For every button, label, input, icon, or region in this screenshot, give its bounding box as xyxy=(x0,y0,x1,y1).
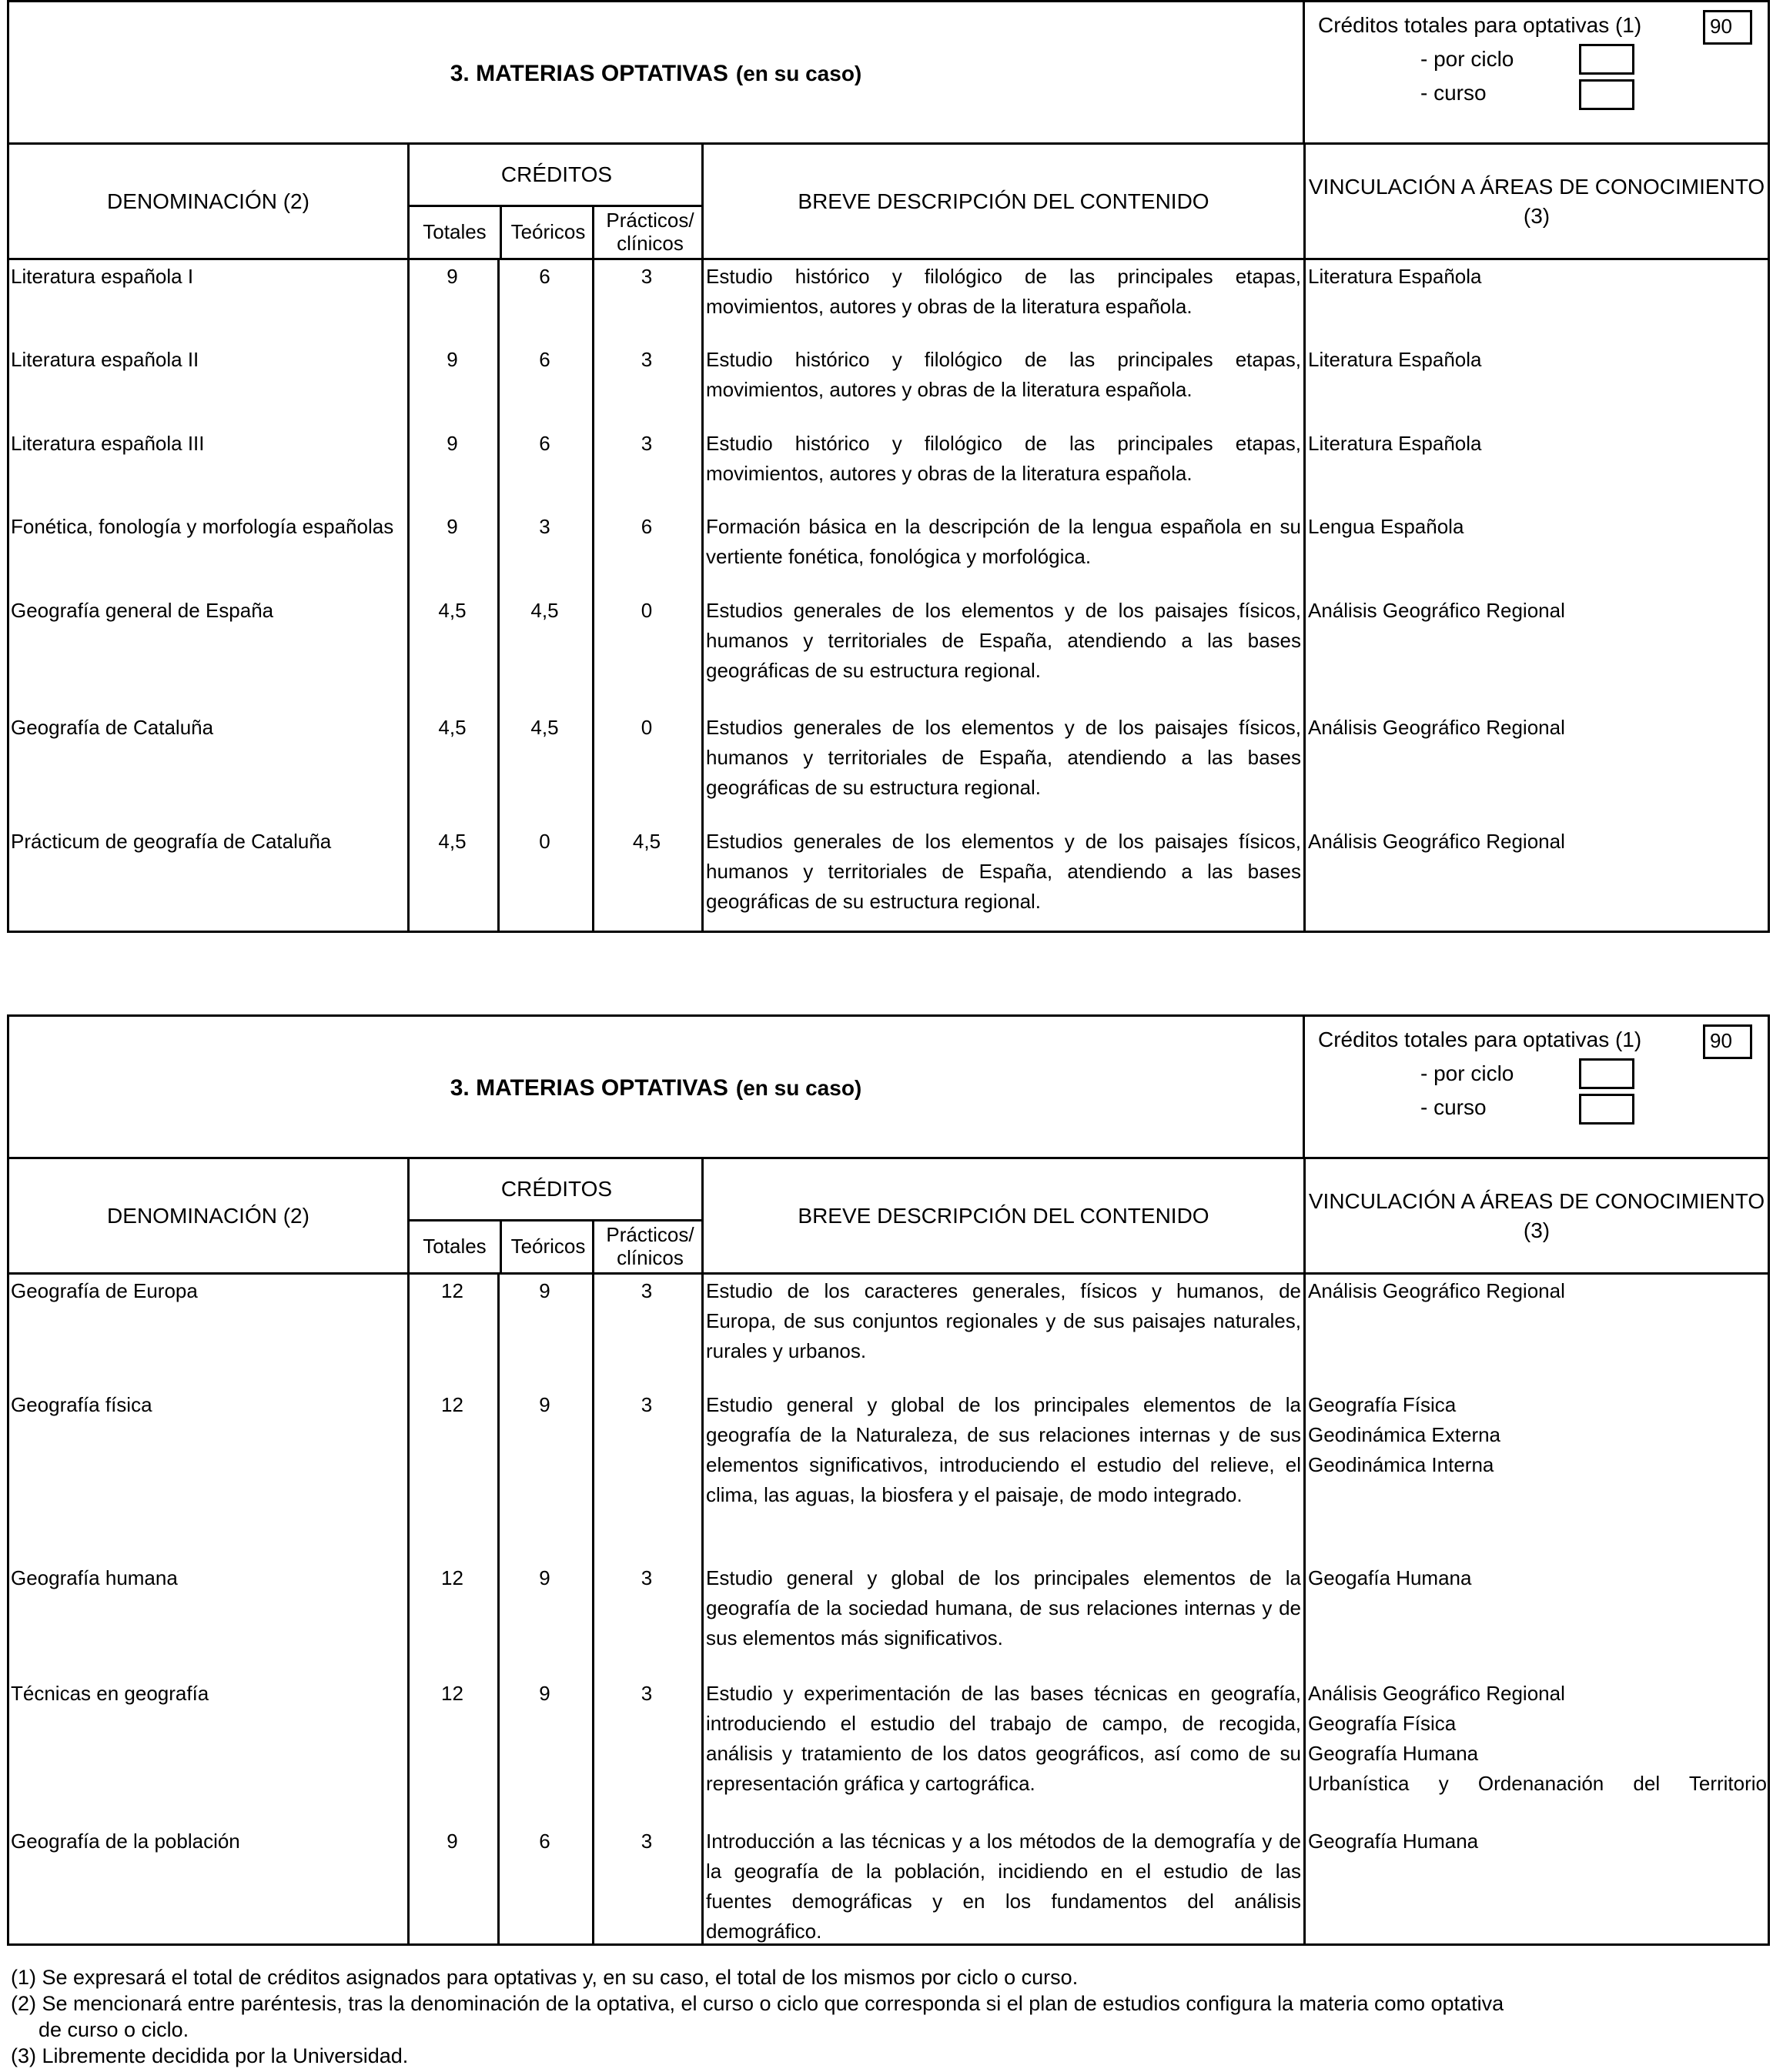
row-teoricos: 4,5 xyxy=(530,716,559,739)
row-descripcion: Formación básica en la descripción de la lengua española en su vertiente fonética, fonológica y morfológica. xyxy=(706,515,1301,568)
row-vinculacion: Análisis Geográfico Regional xyxy=(1308,830,1565,853)
row-descripcion: Estudios generales de los elementos y de los paisajes físicos, humanos y territoriales de España, atendiendo a las bases geográficas de su estructura regional. xyxy=(706,599,1301,682)
row-vinculacion: Análisis Geográfico Regional xyxy=(1308,716,1565,739)
row-totales: 9 xyxy=(447,432,458,455)
row-practicos: 3 xyxy=(641,1393,653,1416)
row-denominacion: Geografía de Europa xyxy=(11,1279,198,1302)
row-practicos: 0 xyxy=(641,599,653,622)
row-practicos: 6 xyxy=(641,515,653,538)
row-practicos: 3 xyxy=(641,348,653,371)
row-teoricos: 3 xyxy=(539,515,550,538)
table-title: 3. MATERIAS OPTATIVAS (en su caso) xyxy=(450,60,862,86)
row-totales: 9 xyxy=(447,265,458,288)
row-teoricos: 6 xyxy=(539,432,550,455)
footnote-2-continued: de curso o ciclo. xyxy=(38,2018,189,2041)
row-descripcion: Estudio histórico y filológico de las principales etapas, movimientos, autores y obras de la literatura española. xyxy=(706,432,1301,485)
row-totales: 4,5 xyxy=(438,716,467,739)
por-ciclo-label: - por ciclo xyxy=(1420,1061,1514,1085)
row-vinculacion: Análisis Geográfico Regional xyxy=(1308,599,1565,622)
row-denominacion: Geografía humana xyxy=(11,1566,178,1589)
header-denominacion: DENOMINACIÓN (2) xyxy=(107,189,309,213)
credits-total-label: Créditos totales para optativas (1) xyxy=(1318,13,1642,37)
row-practicos: 3 xyxy=(641,1279,653,1302)
row-practicos: 3 xyxy=(641,265,653,288)
row-vinculacion: Geografía Física Geodinámica Externa Geodinámica Interna xyxy=(1308,1393,1501,1476)
row-descripcion: Estudio histórico y filológico de las principales etapas, movimientos, autores y obras de la literatura española. xyxy=(706,348,1301,401)
row-practicos: 0 xyxy=(641,716,653,739)
row-descripcion: Estudios generales de los elementos y de los paisajes físicos, humanos y territoriales de España, atendiendo a las bases geográficas de su estructura regional. xyxy=(706,716,1301,799)
row-denominacion: Geografía de la población xyxy=(11,1830,240,1853)
row-denominacion: Fonética, fonología y morfología españolas xyxy=(11,515,394,538)
header-creditos-group xyxy=(407,1159,704,1272)
row-teoricos: 9 xyxy=(539,1682,550,1705)
credits-total-value: 90 xyxy=(1703,1024,1752,1059)
header-vinculacion: VINCULACIÓN A ÁREAS DE CONOCIMIENTO (3) xyxy=(1303,1159,1768,1272)
por-ciclo-box xyxy=(1579,1058,1634,1089)
curso-label: - curso xyxy=(1420,81,1487,105)
row-descripcion: Estudio de los caracteres generales, físicos y humanos, de Europa, de sus conjuntos regionales y de sus paisajes naturales, rurales y urbanos. xyxy=(706,1279,1301,1362)
row-descripcion: Estudio y experimentación de las bases técnicas en geografía, introduciendo el estudio del trabajo de campo, de recogida, análisis y tratamiento de los datos geográficos, así como de su representación gráfica y cartográfica. xyxy=(706,1682,1301,1795)
footnote-1: (1) Se expresará el total de créditos asignados para optativas y, en su caso, el total de los mismos por ciclo o curso. xyxy=(11,1966,1079,1989)
row-denominacion: Técnicas en geografía xyxy=(11,1682,209,1705)
header-creditos: CRÉDITOS xyxy=(410,145,704,207)
row-totales: 9 xyxy=(447,515,458,538)
curso-box xyxy=(1579,1094,1634,1125)
credits-summary xyxy=(1303,2,1768,145)
row-vinculacion: Análisis Geográfico Regional xyxy=(1308,1279,1565,1302)
header-teoricos: Teóricos xyxy=(500,1219,594,1272)
row-vinculacion: Literatura Española xyxy=(1308,348,1482,371)
row-descripcion: Estudio histórico y filológico de las principales etapas, movimientos, autores y obras de la literatura española. xyxy=(706,265,1301,318)
column-header-row xyxy=(9,145,1768,260)
curso-label: - curso xyxy=(1420,1095,1487,1119)
optativas-table-1 xyxy=(7,0,1770,933)
row-totales: 9 xyxy=(447,348,458,371)
header-practicos: Prácticos/ clínicos xyxy=(592,1219,706,1272)
row-teoricos: 9 xyxy=(539,1279,550,1302)
row-vinculacion: Literatura Española xyxy=(1308,432,1482,455)
header-denominacion: DENOMINACIÓN (2) xyxy=(107,1203,309,1228)
row-totales: 12 xyxy=(441,1566,463,1589)
row-practicos: 3 xyxy=(641,432,653,455)
header-descripcion: BREVE DESCRIPCIÓN DEL CONTENIDO xyxy=(701,145,1303,258)
row-practicos: 3 xyxy=(641,1566,653,1589)
row-totales: 12 xyxy=(441,1682,463,1705)
credits-summary xyxy=(1303,1017,1768,1159)
row-practicos: 4,5 xyxy=(632,830,661,853)
row-denominacion: Geografía física xyxy=(11,1393,152,1416)
row-teoricos: 9 xyxy=(539,1393,550,1416)
header-practicos: Prácticos/ clínicos xyxy=(592,205,706,258)
table-title-row xyxy=(9,1017,1768,1159)
footnote-2: (2) Se mencionará entre paréntesis, tras la denominación de la optativa, el curso o ciclo que corresponda si el plan de estudios configura la materia como optativa xyxy=(11,1992,1504,2015)
row-teoricos: 9 xyxy=(539,1566,550,1589)
header-teoricos: Teóricos xyxy=(500,205,594,258)
table-body xyxy=(9,1275,1768,1943)
credits-total-label: Créditos totales para optativas (1) xyxy=(1318,1028,1642,1051)
table-title-row xyxy=(9,2,1768,145)
credits-total-value: 90 xyxy=(1703,10,1752,45)
row-denominacion: Geografía de Cataluña xyxy=(11,716,214,739)
row-teoricos: 6 xyxy=(539,1830,550,1853)
row-descripcion: Estudios generales de los elementos y de los paisajes físicos, humanos y territoriales de España, atendiendo a las bases geográficas de su estructura regional. xyxy=(706,830,1301,913)
row-descripcion: Estudio general y global de los principales elementos de la geografía de la sociedad humana, de sus relaciones internas y de sus elementos más significativos. xyxy=(706,1566,1301,1649)
table-body xyxy=(9,260,1768,931)
row-denominacion: Geografía general de España xyxy=(11,599,274,622)
row-practicos: 3 xyxy=(641,1830,653,1853)
row-vinculacion: Lengua Española xyxy=(1308,515,1464,538)
row-totales: 4,5 xyxy=(438,830,467,853)
header-totales: Totales xyxy=(423,219,487,243)
row-vinculacion: Análisis Geográfico Regional Geografía Física Geografía Humana Urbanística y Ordenanación del Territorio xyxy=(1308,1682,1767,1795)
row-totales: 12 xyxy=(441,1393,463,1416)
column-header-row xyxy=(9,1159,1768,1275)
row-totales: 12 xyxy=(441,1279,463,1302)
row-descripcion: Introducción a las técnicas y a los métodos de la demografía y de la geografía de la población, incidiendo en el estudio de las fuentes demográficas y en los fundamentos del análisis demográfico. xyxy=(706,1830,1301,1943)
row-totales: 4,5 xyxy=(438,599,467,622)
footnote-3: (3) Libremente decidida por la Universidad. xyxy=(11,2044,409,2067)
por-ciclo-label: - por ciclo xyxy=(1420,47,1514,71)
por-ciclo-box xyxy=(1579,44,1634,75)
row-teoricos: 6 xyxy=(539,348,550,371)
header-vinculacion: VINCULACIÓN A ÁREAS DE CONOCIMIENTO (3) xyxy=(1303,145,1768,258)
header-creditos-group xyxy=(407,145,704,258)
row-denominacion: Literatura española I xyxy=(11,265,194,288)
row-teoricos: 6 xyxy=(539,265,550,288)
header-descripcion: BREVE DESCRIPCIÓN DEL CONTENIDO xyxy=(701,1159,1303,1272)
row-vinculacion: Geografía Humana xyxy=(1308,1830,1479,1853)
row-descripcion: Estudio general y global de los principales elementos de la geografía de la Naturaleza, de sus relaciones internas y de sus elementos significativos, introduciendo el estudio del relieve, el clima, las aguas, la biosfera y el paisaje, de modo integrado. xyxy=(706,1393,1301,1506)
footnotes xyxy=(11,1964,1704,2069)
row-denominacion: Literatura española III xyxy=(11,432,205,455)
table-title: 3. MATERIAS OPTATIVAS (en su caso) xyxy=(450,1074,862,1101)
row-teoricos: 0 xyxy=(539,830,550,853)
curso-box xyxy=(1579,79,1634,110)
row-vinculacion: Literatura Española xyxy=(1308,265,1482,288)
header-totales: Totales xyxy=(423,1234,487,1258)
row-teoricos: 4,5 xyxy=(530,599,559,622)
row-totales: 9 xyxy=(447,1830,458,1853)
row-vinculacion: Geogafía Humana xyxy=(1308,1566,1472,1589)
row-practicos: 3 xyxy=(641,1682,653,1705)
row-denominacion: Literatura española II xyxy=(11,348,199,371)
row-denominacion: Prácticum de geografía de Cataluña xyxy=(11,830,332,853)
optativas-table-2 xyxy=(7,1014,1770,1946)
header-creditos: CRÉDITOS xyxy=(410,1159,704,1221)
